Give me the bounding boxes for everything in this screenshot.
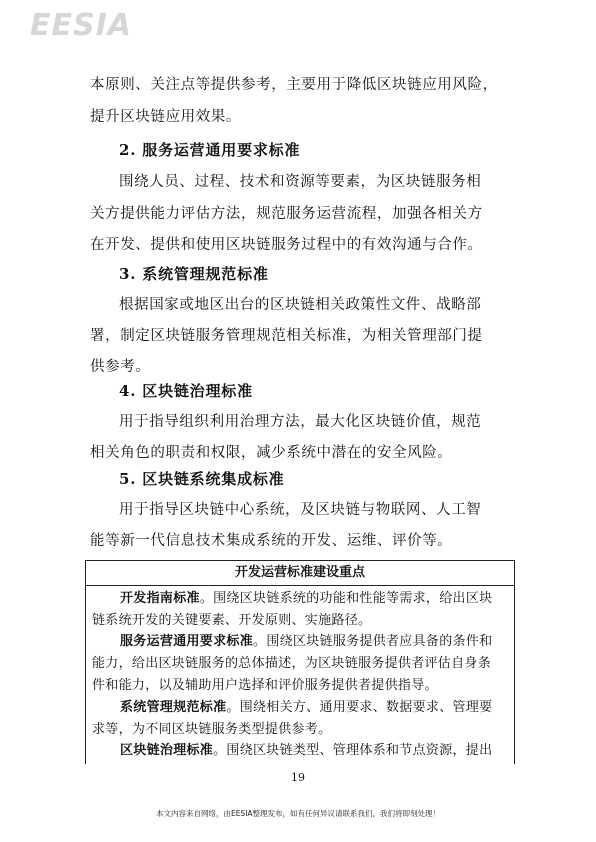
paragraph-line: 能等新一代信息技术集成系统的开发、运维、评价等。 bbox=[90, 533, 453, 549]
box-term: 系统管理规范标准 bbox=[120, 700, 227, 715]
eesia-logo: EESIA bbox=[30, 8, 132, 43]
highlight-box bbox=[85, 560, 515, 764]
paragraph-line: 署，制定区块链服务管理规范相关标准，为相关管理部门提 bbox=[90, 328, 483, 344]
box-text: 。围绕区块链系统的功能和性能等需求，给出区块 bbox=[199, 591, 493, 606]
section-heading-5 bbox=[119, 468, 284, 491]
paragraph-line: 提升区块链应用效果。 bbox=[90, 109, 241, 125]
page-number: 19 bbox=[291, 771, 305, 784]
box-line: 能力，给出区块链服务的总体描述，为区块链服务提供者评估自身条 bbox=[92, 656, 492, 671]
box-text: 。围绕区块链服务提供者应具备的条件和 bbox=[253, 634, 493, 649]
paragraph-line: 围绕人员、过程、技术和资源等要素，为区块链服务相 bbox=[119, 174, 482, 190]
heading-number: 3. bbox=[119, 265, 137, 283]
footer-note: 本文内容来自网络，由EESIA整理发布，如有任何异议请联系我们，我们将即刻处理！ bbox=[155, 809, 441, 818]
heading-title: 区块链治理标准 bbox=[142, 382, 253, 400]
box-line: 件和能力，以及辅助用户选择和评价服务提供者提供指导。 bbox=[92, 678, 438, 693]
heading-number: 5. bbox=[119, 470, 137, 488]
box-title: 开发运营标准建设重点 bbox=[86, 561, 514, 586]
box-line: 链系统开发的关键要素、开发原则、实施路径。 bbox=[92, 613, 372, 628]
box-line bbox=[120, 590, 492, 608]
box-line bbox=[120, 742, 492, 760]
box-line bbox=[120, 699, 492, 717]
paragraph-line: 在开发、提供和使用区块链服务过程中的有效沟通与合作。 bbox=[90, 237, 483, 253]
box-term: 开发指南标准 bbox=[120, 591, 200, 606]
paragraph-line: 根据国家或地区出台的区块链相关政策性文件、战略部 bbox=[119, 297, 482, 313]
paragraph-line: 关方提供能力评估方法，规范服务运营流程，加强各相关方 bbox=[90, 206, 483, 222]
box-text: 。围绕区块链类型、管理体系和节点资源，提出 bbox=[213, 743, 493, 758]
heading-number: 4. bbox=[119, 382, 137, 400]
heading-number: 2. bbox=[119, 141, 137, 159]
section-heading-2 bbox=[119, 139, 300, 162]
box-term: 区块链治理标准 bbox=[120, 743, 214, 758]
section-heading-3 bbox=[119, 263, 269, 286]
paragraph-line: 供参考。 bbox=[90, 359, 151, 375]
box-line bbox=[120, 633, 492, 651]
paragraph-line: 用于指导组织利用治理方法，最大化区块链价值，规范 bbox=[119, 414, 482, 430]
box-term: 服务运营通用要求标准 bbox=[120, 634, 254, 649]
paragraph-line: 相关角色的职责和权限，减少系统中潜在的安全风险。 bbox=[90, 445, 453, 461]
section-heading-4 bbox=[119, 380, 253, 403]
box-text: 。围绕相关方、通用要求、数据要求、管理要 bbox=[226, 700, 493, 715]
paragraph-line: 用于指导区块链中心系统，及区块链与物联网、人工智 bbox=[119, 502, 482, 518]
paragraph-line: 本原则、关注点等提供参考，主要用于降低区块链应用风险， bbox=[90, 77, 498, 93]
heading-title: 区块链系统集成标准 bbox=[142, 470, 285, 488]
heading-title: 系统管理规范标准 bbox=[142, 265, 269, 283]
box-line: 求等，为不同区块链服务类型提供参考。 bbox=[92, 722, 332, 737]
heading-title: 服务运营通用要求标准 bbox=[142, 141, 301, 159]
